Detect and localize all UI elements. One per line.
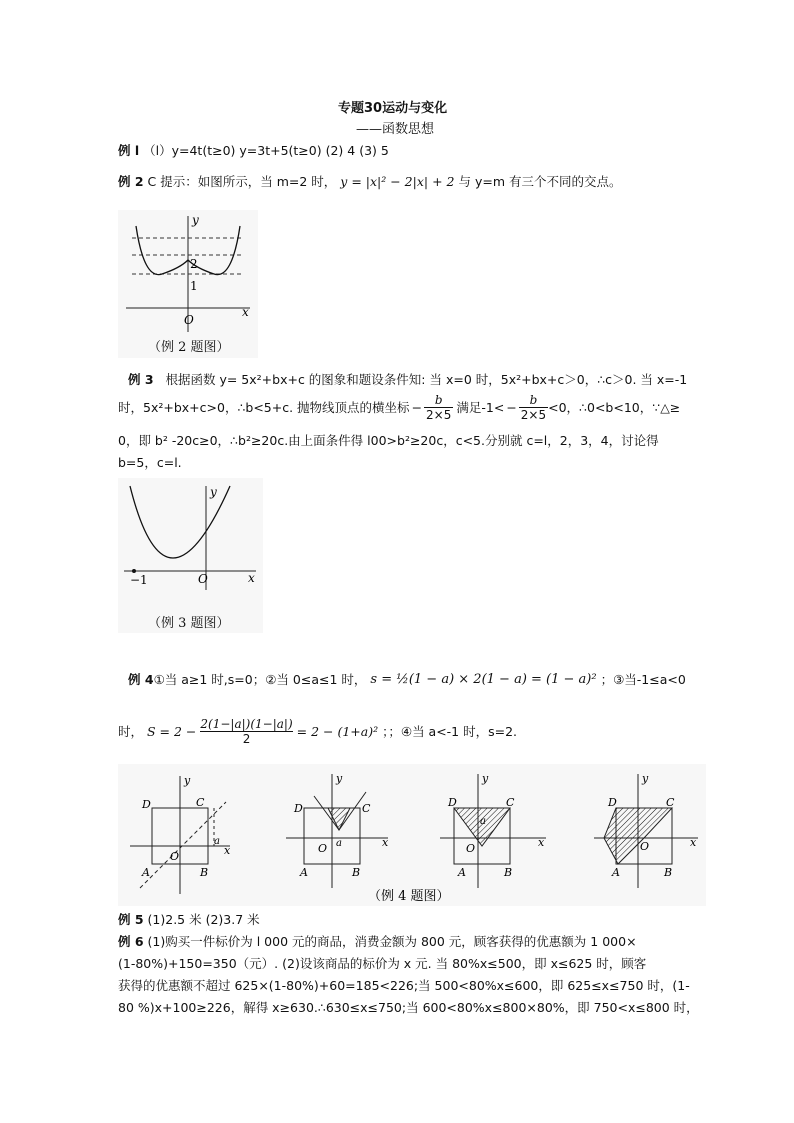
axis-label-x: x	[242, 305, 249, 319]
fraction-b-over-2x5-1	[424, 393, 453, 422]
axis-label-y: y	[192, 213, 199, 227]
panel-3	[440, 772, 546, 888]
figure-example-4-caption: （例 4 题图）	[368, 889, 450, 904]
example-5	[118, 910, 260, 928]
example-6-label: 例 6	[118, 934, 144, 949]
tick-label-1: 1	[190, 279, 198, 293]
figure-example-4	[118, 764, 706, 906]
vertex-label-b: B	[504, 866, 513, 879]
example-1	[118, 141, 389, 159]
param-label-a: a	[480, 816, 486, 827]
example-1-text: （l）y=4t(t≥0) y=3t+5(t≥0) (2) 4 (3) 5	[143, 143, 389, 158]
example-4-label: 例 4	[128, 672, 154, 687]
example-3-line-2	[118, 390, 680, 424]
axis-label-x: x	[538, 836, 545, 849]
example-4-formula-2-right: = 2 − (1+a)²	[296, 723, 379, 739]
vertex-label-b: B	[352, 866, 361, 879]
axis-label-y: y	[210, 485, 217, 499]
fraction-numerator: b	[529, 392, 538, 407]
origin-label: O	[640, 840, 650, 853]
axis-label-x: x	[382, 836, 389, 849]
vertex-label-a: A	[300, 866, 308, 879]
param-label-a: a	[336, 838, 342, 849]
example-3-text-2c: <0，∴0<b<10，∵△≥	[548, 400, 681, 415]
example-3-text-1: 根据函数 y= 5x²+bx+c 的图象和题设条件知: 当 x=0 时，5x²+bx+c＞0，∴c＞0. 当 x=-1	[165, 372, 688, 387]
figure-example-3-caption: （例 3 题图）	[148, 616, 230, 631]
minus-sign-2: −	[506, 399, 517, 415]
example-4-formula-2-left: S = 2 −	[147, 723, 197, 739]
example-6-line-1	[118, 932, 637, 950]
example-3-text-4: b=5，c=l.	[118, 455, 182, 470]
example-4-text-2a: 时，	[118, 724, 144, 739]
figure-example-4-graphs	[118, 764, 706, 906]
example-4-text-1b: ；③当-1≤a<0	[600, 672, 686, 687]
axis-label-y: y	[184, 774, 191, 787]
panel-4	[594, 772, 698, 888]
example-4-formula-1: s = ½(1 − a) × 2(1 − a) = (1 − a)²	[370, 671, 597, 687]
vertex-label-d: D	[294, 802, 303, 815]
figure-example-3	[118, 478, 263, 633]
vertex-label-c: C	[506, 796, 515, 809]
vertex-label-c: C	[666, 796, 675, 809]
vertex-label-a: A	[458, 866, 466, 879]
page-title: 专题30运动与变化	[338, 101, 448, 116]
vertex-label-c: C	[196, 796, 205, 809]
vertex-label-a: A	[612, 866, 620, 879]
figure-example-3-graph	[118, 478, 263, 633]
origin-label: O	[170, 850, 180, 863]
example-3-line-1	[128, 370, 687, 388]
example-6-text-3: 获得的优惠额不超过 625×(1-80%)+60=185<226;当 500<80%x≤600，即 625≤x≤750 时，(1-	[118, 978, 690, 993]
fraction-denominator: 2×5	[426, 407, 452, 422]
fraction-b-over-2x5-2	[519, 393, 548, 422]
example-6-text-2: (1-80%)+150=350（元）. (2)设该商品的标价为 x 元. 当 80%x≤500，即 x≤625 时，顾客	[118, 956, 647, 971]
origin-label: O	[318, 842, 328, 855]
param-label-a: a	[214, 836, 220, 847]
example-5-text: (1)2.5 米 (2)3.7 米	[147, 912, 260, 927]
axis-label-x: x	[248, 571, 255, 585]
minus-sign-1: −	[411, 399, 423, 415]
origin-label: O	[466, 842, 476, 855]
example-3-text-2b: 满足-1<	[456, 400, 505, 415]
example-4-line-2	[118, 712, 517, 750]
example-4-text-1a: ①当 a≥1 时,s=0；②当 0≤a≤1 时，	[153, 672, 367, 687]
example-4-line-1	[128, 664, 686, 694]
example-6-text-4: 80 %)x+100≥226，解得 x≥630.∴630≤x≤750;当 600<80%x≤800×80%，即 750<x≤800 时，	[118, 1000, 699, 1015]
example-5-label: 例 5	[118, 912, 144, 927]
vertex-label-d: D	[448, 796, 457, 809]
vertex-label-b: B	[664, 866, 673, 879]
axis-label-x: x	[224, 844, 231, 857]
axis-label-y: y	[642, 772, 649, 785]
fraction-numerator: 2(1−|a|)(1−|a|)	[200, 716, 293, 731]
vertex-label-d: D	[608, 796, 617, 809]
tick-label-2: 2	[190, 257, 198, 271]
origin-label: O	[184, 313, 194, 327]
vertex-label-b: B	[200, 866, 209, 879]
example-2-text-a: C 提示：如图所示，当 m=2 时，	[147, 174, 337, 189]
example-2-text-b: 与 y=m 有三个不同的交点。	[458, 174, 622, 189]
panel-1	[130, 774, 231, 894]
example-4-text-2b: ；；④当 a<-1 时，s=2.	[382, 724, 518, 739]
origin-label: O	[198, 572, 208, 586]
axis-label-x: x	[690, 836, 697, 849]
example-2-label: 例 2	[118, 174, 144, 189]
axis-label-y: y	[336, 772, 343, 785]
vertex-label-a: A	[142, 866, 150, 879]
fraction-denominator: 2	[200, 731, 292, 746]
example-3-text-3: 0，即 b² -20c≥0，∴b²≥20c.由上面条件得 l00>b²≥20c，c<5.分别就 c=l，2，3，4，讨论得	[118, 433, 659, 448]
example-1-label: 例 l	[118, 143, 140, 158]
example-2-formula: y = |x|² − 2|x| + 2	[340, 174, 455, 189]
vertex-label-c: C	[362, 802, 371, 815]
panel-2	[286, 772, 389, 888]
fraction-numerator: b	[434, 392, 443, 407]
page-subtitle: ——函数思想	[356, 122, 435, 137]
example-3-text-2a: 时，5x²+bx+c>0，∴b<5+c. 抛物线顶点的横坐标	[118, 400, 410, 415]
axis-label-y: y	[482, 772, 489, 785]
vertex-label-d: D	[142, 798, 151, 811]
fraction-denominator: 2×5	[520, 407, 547, 422]
example-4-formula-2-fraction	[200, 717, 292, 746]
figure-example-2-caption: （例 2 题图）	[148, 340, 230, 355]
tick-label-minus-1: −1	[130, 573, 148, 587]
example-3-label: 例 3	[128, 372, 154, 387]
example-6-text-1: (1)购买一件标价为 l 000 元的商品，消费金额为 800 元，顾客获得的优惠额为 1 000×	[147, 934, 637, 949]
example-2	[118, 172, 621, 190]
